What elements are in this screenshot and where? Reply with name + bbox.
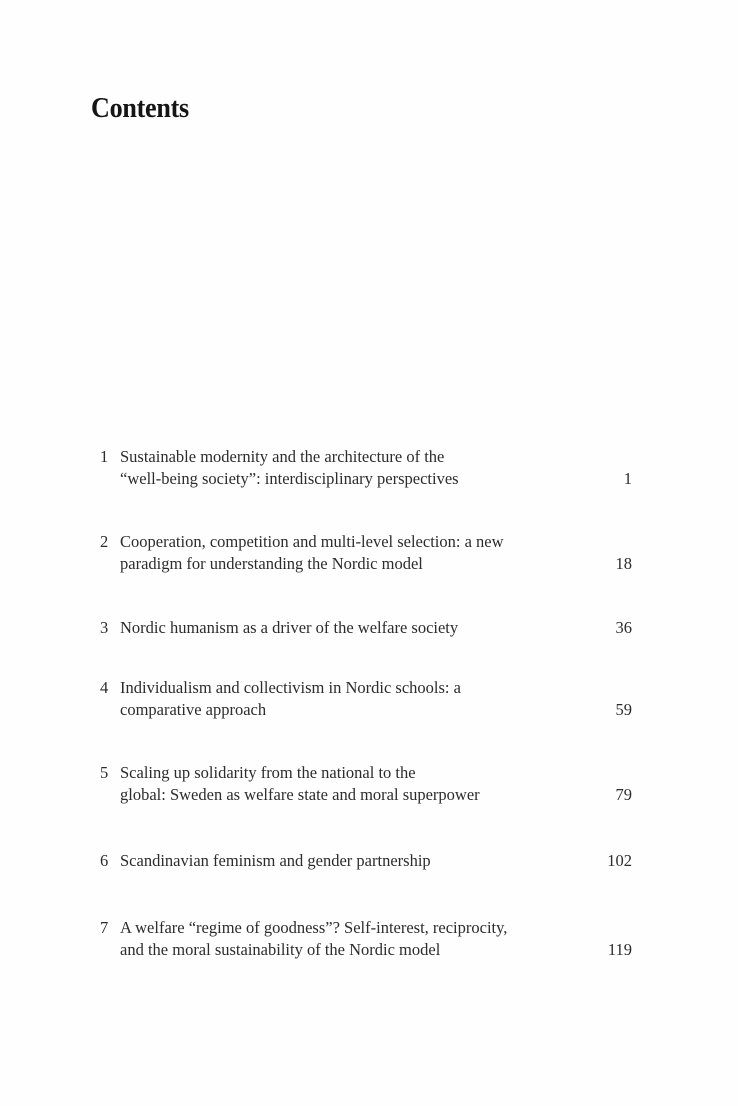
chapter-number: 3: [100, 618, 109, 637]
toc-entry[interactable]: [100, 446, 632, 490]
chapter-title: [120, 617, 590, 639]
chapter-title: [120, 850, 590, 872]
chapter-title-line: “well-being society”: interdisciplinary perspectives: [120, 469, 459, 488]
page-number: 79: [615, 785, 632, 804]
chapter-number: 7: [100, 918, 109, 937]
chapter-title-line: A welfare “regime of goodness”? Self-interest, reciprocity,: [120, 918, 508, 937]
chapter-title-line: Individualism and collectivism in Nordic schools: a: [120, 678, 461, 697]
toc-entry[interactable]: [100, 762, 632, 806]
toc-entry[interactable]: [100, 850, 632, 872]
page-number: 119: [607, 940, 632, 959]
chapter-title: [120, 917, 590, 961]
page-number: 18: [615, 554, 632, 573]
chapter-title-line: Sustainable modernity and the architecture of the: [120, 447, 445, 466]
chapter-number: 2: [100, 532, 109, 551]
page-number: 1: [623, 469, 632, 488]
toc-entry[interactable]: [100, 917, 632, 961]
chapter-title-line: Scaling up solidarity from the national to the: [120, 763, 416, 782]
toc-entry[interactable]: [100, 677, 632, 721]
chapter-number: 4: [100, 678, 109, 697]
chapter-title: [120, 762, 590, 806]
chapter-number: 6: [100, 851, 109, 870]
chapter-title-line: Scandinavian feminism and gender partnership: [120, 851, 431, 870]
toc-entry[interactable]: [100, 531, 632, 575]
chapter-title-line: comparative approach: [120, 700, 267, 719]
chapter-title: [120, 677, 590, 721]
chapter-number: 1: [100, 447, 109, 466]
chapter-title-line: paradigm for understanding the Nordic model: [120, 554, 423, 573]
toc-entry[interactable]: [100, 617, 632, 639]
chapter-title-line: Cooperation, competition and multi-level selection: a new: [120, 532, 504, 551]
chapter-title-line: global: Sweden as welfare state and moral superpower: [120, 785, 480, 804]
chapter-title: [120, 531, 590, 575]
page-title: Contents: [91, 92, 189, 124]
chapter-title-line: and the moral sustainability of the Nordic model: [120, 940, 441, 959]
chapter-title-line: Nordic humanism as a driver of the welfare society: [120, 618, 459, 637]
chapter-number: 5: [100, 763, 109, 782]
page-number: 102: [607, 851, 632, 870]
page-number: 36: [615, 618, 632, 637]
chapter-title: [120, 446, 590, 490]
page-number: 59: [615, 700, 632, 719]
